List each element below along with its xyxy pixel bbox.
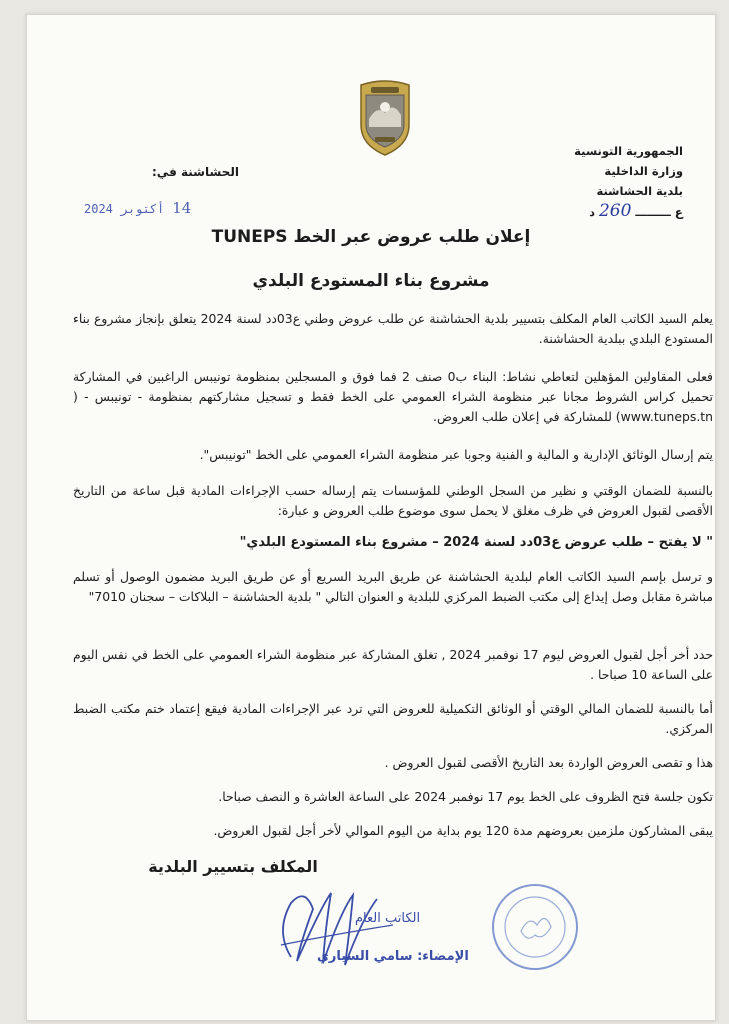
ministry-name: وزارة الداخلية [604, 164, 683, 178]
reference-number [574, 201, 683, 223]
paragraph-eligibility: فعلى المقاولين المؤهلين لتعاطي نشاط: البناء ب0 صنف 2 فما فوق و المسجلين بمنظومة تونيبس الراغبين في المشاركة تحميل كراس الشروط مجانا عبر منظومة الشراء العمومي على الخط فقط و تسجيل مشاركتهم بمنظومة - تونيبس - ( www.tuneps.tn) للمشاركة في إعلان طلب العروض. [73, 369, 713, 424]
ref-number-handwritten: 260 [598, 201, 632, 221]
ref-suffix: د [589, 206, 595, 219]
announcement-title: إعلان طلب عروض عبر الخط TUNEPS [211, 227, 531, 247]
paragraph-documents: يتم إرسال الوثائق الإدارية و المالية و الفنية وجوبا عبر منظومة الشراء العمومي على الخط "تونيبس". [199, 447, 713, 462]
date-stamp [84, 199, 191, 217]
date-year: 2024 [84, 202, 113, 216]
signatory-title: المكلف بتسيير البلدية [148, 857, 318, 876]
ref-dots: ـــــــــ [635, 205, 671, 219]
paragraph-deadline: حدد أخر أجل لقبول العروض ليوم 17 نوفمبر 2024 , تغلق المشاركة عبر منظومة الشراء العمومي على الخط في نفس اليوم على الساعة 10 صباحا . [73, 647, 713, 682]
signatory-name: الإمضاء: سامي السياري [317, 949, 469, 964]
project-title: مشروع بناء المستودع البلدي [252, 271, 490, 291]
signatory-role: الكاتب العام [355, 911, 421, 926]
paragraph-intro: يعلم السيد الكاتب العام المكلف بتسيير بلدية الحشاشنة عن طلب عروض وطني ع03دد لسنة 2024 يتعلق بإنجاز مشروع بناء المستودع البلدي ببلدية الحشاشنة. [73, 311, 713, 346]
paragraph-delivery: و ترسل بإسم السيد الكاتب العام لبلدية الحشاشنة عن طريق البريد السريع أو عن طريق البريد مضمون الوصول أو تسلم مباشرة مقابل وصل إيداع إلى مكتب الضبط المركزي للبلدية و العنوان التالي " بلدية الحشاشنة – البلاكات – سجنان 7010" [73, 569, 713, 604]
paragraph-stamp: أما بالنسبة للضمان المالي الوقتي أو الوثائق التكميلية للعروض التي ترد عبر الإجراءات المادية فيقع إعتماد ختم مكتب الضبط المركزي. [73, 701, 713, 736]
municipality-emblem-icon [353, 75, 417, 159]
paragraph-validity: يبقى المشاركون ملزمين بعروضهم مدة 120 يوم بداية من اليوم الموالي لأخر أجل لقبول العروض. [213, 823, 713, 838]
paragraph-opening: تكون جلسة فتح الظروف على الخط يوم 17 نوفمبر 2024 على الساعة العاشرة و النصف صباحا. [218, 789, 713, 804]
document-page [26, 14, 716, 1021]
date-month: أكتوبر [120, 202, 165, 216]
paragraph-rejection: هذا و تقصى العروض الواردة بعد التاريخ الأقصى لقبول العروض . [384, 755, 713, 770]
place-label: الحشاشنة في: [152, 165, 239, 179]
date-day: 14 [172, 199, 192, 217]
paragraph-guarantee: بالنسبة للضمان الوقتي و نظير من السجل الوطني للمؤسسات يتم إرساله حسب الإجراءات المادية قبل ساعة من التاريخ الأقصى لقبول العروض في ظرف مغلق لا يحمل سوى موضوع طلب العروض و عبارة: [73, 483, 713, 518]
ref-prefix: ع [674, 205, 683, 219]
envelope-label: " لا يفتح – طلب عروض ع03دد لسنة 2024 – مشروع بناء المستودع البلدي" [239, 535, 713, 550]
official-seal-stamp [489, 881, 581, 973]
municipality-name: بلدية الحشاشنة [596, 184, 683, 198]
letterhead [574, 141, 683, 223]
country-name: الجمهورية التونسية [574, 144, 683, 158]
